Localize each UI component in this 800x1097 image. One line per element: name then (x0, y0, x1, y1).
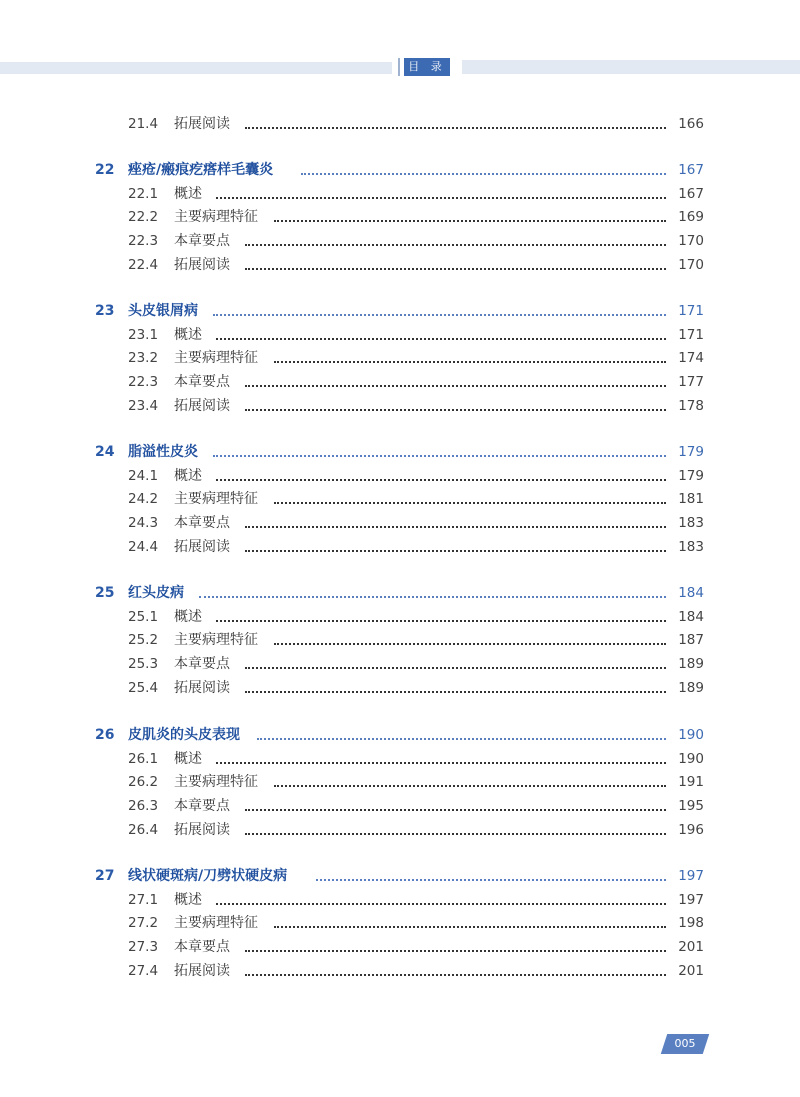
page-number: 005 (674, 1037, 696, 1050)
section-number: 22.2 (128, 209, 159, 225)
page-ref: 181 (678, 491, 704, 507)
leader-dots (216, 197, 666, 199)
leader-dots (216, 479, 666, 481)
page-ref: 190 (678, 751, 704, 767)
page-footer (664, 1034, 706, 1054)
toc-section-entry[interactable] (0, 889, 800, 911)
page-ref: 197 (678, 892, 704, 908)
page-ref: 191 (678, 774, 704, 790)
toc-chapter-entry[interactable] (0, 865, 800, 887)
leader-dots (216, 620, 666, 622)
section-title: 拓展阅读 (174, 680, 230, 696)
leader-dots (245, 667, 666, 669)
toc-section-entry[interactable] (0, 653, 800, 675)
page-ref: 178 (678, 398, 704, 414)
leader-dots (274, 361, 666, 363)
leader-dots (216, 903, 666, 905)
section-number: 22.1 (128, 186, 159, 202)
leader-dots (274, 643, 666, 645)
section-number: 22.3 (128, 374, 159, 390)
page-ref: 184 (678, 585, 704, 601)
section-title: 拓展阅读 (174, 539, 230, 555)
section-number: 23.1 (128, 327, 159, 343)
toc-section-entry[interactable] (0, 371, 800, 393)
page-ref: 179 (678, 468, 704, 484)
page-ref: 190 (678, 727, 704, 743)
toc-section-entry[interactable] (0, 395, 800, 417)
page-ref: 183 (678, 539, 704, 555)
section-title: 拓展阅读 (174, 257, 230, 273)
chapter-title: 头皮银屑病 (128, 303, 198, 319)
section-number: 24.3 (128, 515, 159, 531)
header-separator (398, 58, 400, 76)
section-number: 25.1 (128, 609, 159, 625)
section-title: 本章要点 (174, 374, 230, 390)
toc-chapter-entry[interactable] (0, 582, 800, 604)
section-title: 本章要点 (174, 939, 230, 955)
leader-dots (216, 338, 666, 340)
chapter-title: 线状硬斑病/刀劈状硬皮病 (128, 868, 288, 884)
section-title: 拓展阅读 (174, 963, 230, 979)
section-number: 27.4 (128, 963, 159, 979)
toc-chapter-entry[interactable] (0, 300, 800, 322)
leader-dots (245, 268, 666, 270)
leader-dots (245, 550, 666, 552)
page-ref: 174 (678, 350, 704, 366)
toc-section-entry[interactable] (0, 677, 800, 699)
toc-section-entry[interactable] (0, 465, 800, 487)
leader-dots (257, 738, 666, 740)
chapter-number: 26 (95, 727, 115, 743)
chapter-title: 皮肌炎的头皮表现 (128, 727, 240, 743)
chapter-number: 24 (95, 444, 115, 460)
toc-section-entry[interactable] (0, 536, 800, 558)
toc-section-entry[interactable] (0, 771, 800, 793)
toc-section-entry[interactable] (0, 254, 800, 276)
page-ref: 167 (678, 186, 704, 202)
leader-dots (245, 809, 666, 811)
toc-section-entry[interactable] (0, 347, 800, 369)
leader-dots (316, 879, 666, 881)
section-number: 24.2 (128, 491, 159, 507)
toc-chapter-entry[interactable] (0, 724, 800, 746)
chapter-title: 红头皮病 (128, 585, 184, 601)
page-ref: 187 (678, 632, 704, 648)
section-number: 26.2 (128, 774, 159, 790)
section-title: 主要病理特征 (174, 350, 258, 366)
toc-section-entry[interactable] (0, 113, 800, 135)
page-ref: 166 (678, 116, 704, 132)
toc-section-entry[interactable] (0, 488, 800, 510)
page-ref: 171 (678, 303, 704, 319)
leader-dots (213, 314, 666, 316)
chapter-number: 25 (95, 585, 115, 601)
section-title: 本章要点 (174, 656, 230, 672)
toc-section-entry[interactable] (0, 960, 800, 982)
leader-dots (245, 244, 666, 246)
leader-dots (301, 173, 666, 175)
chapter-title: 脂溢性皮炎 (128, 444, 198, 460)
toc-chapter-entry[interactable] (0, 441, 800, 463)
section-title: 主要病理特征 (174, 491, 258, 507)
section-title: 本章要点 (174, 233, 230, 249)
leader-dots (216, 762, 666, 764)
page-ref: 177 (678, 374, 704, 390)
section-number: 27.2 (128, 915, 159, 931)
page-ref: 196 (678, 822, 704, 838)
page-ref: 170 (678, 257, 704, 273)
section-number: 27.1 (128, 892, 159, 908)
toc-section-entry[interactable] (0, 912, 800, 934)
section-number: 26.4 (128, 822, 159, 838)
section-title: 主要病理特征 (174, 915, 258, 931)
section-title: 本章要点 (174, 798, 230, 814)
leader-dots (245, 833, 666, 835)
section-title: 拓展阅读 (174, 398, 230, 414)
page-ref: 189 (678, 656, 704, 672)
page-ref: 183 (678, 515, 704, 531)
section-number: 22.3 (128, 233, 159, 249)
section-number: 27.3 (128, 939, 159, 955)
toc-section-entry[interactable] (0, 819, 800, 841)
header-label: 目 录 (404, 58, 450, 76)
page-ref: 171 (678, 327, 704, 343)
page-ref: 179 (678, 444, 704, 460)
chapter-number: 23 (95, 303, 115, 319)
leader-dots (274, 502, 666, 504)
page-ref: 189 (678, 680, 704, 696)
section-title: 概述 (174, 186, 202, 202)
page-ref: 201 (678, 963, 704, 979)
leader-dots (274, 785, 666, 787)
leader-dots (245, 385, 666, 387)
section-number: 21.4 (128, 116, 159, 132)
page-ref: 197 (678, 868, 704, 884)
section-title: 概述 (174, 468, 202, 484)
toc-section-entry[interactable] (0, 183, 800, 205)
toc-section-entry[interactable] (0, 936, 800, 958)
page-header (0, 0, 800, 90)
section-title: 概述 (174, 892, 202, 908)
page-ref: 201 (678, 939, 704, 955)
section-number: 26.1 (128, 751, 159, 767)
section-number: 25.3 (128, 656, 159, 672)
section-number: 24.1 (128, 468, 159, 484)
toc-chapter-entry[interactable] (0, 159, 800, 181)
toc-section-entry[interactable] (0, 748, 800, 770)
toc-section-entry[interactable] (0, 629, 800, 651)
section-title: 主要病理特征 (174, 774, 258, 790)
section-title: 概述 (174, 751, 202, 767)
leader-dots (245, 691, 666, 693)
leader-dots (245, 974, 666, 976)
leader-dots (274, 926, 666, 928)
section-title: 主要病理特征 (174, 632, 258, 648)
section-number: 26.3 (128, 798, 159, 814)
section-number: 23.2 (128, 350, 159, 366)
leader-dots (199, 596, 666, 598)
page-ref: 195 (678, 798, 704, 814)
section-number: 23.4 (128, 398, 159, 414)
leader-dots (274, 220, 666, 222)
chapter-number: 27 (95, 868, 115, 884)
toc-section-entry[interactable] (0, 606, 800, 628)
toc-section-entry[interactable] (0, 206, 800, 228)
leader-dots (245, 127, 666, 129)
section-title: 主要病理特征 (174, 209, 258, 225)
section-number: 22.4 (128, 257, 159, 273)
leader-dots (245, 950, 666, 952)
chapter-number: 22 (95, 162, 115, 178)
header-band-left (0, 62, 392, 74)
leader-dots (213, 455, 666, 457)
page-ref: 170 (678, 233, 704, 249)
toc-section-entry[interactable] (0, 324, 800, 346)
toc-section-entry[interactable] (0, 512, 800, 534)
chapter-title: 痤疮/瘢痕疙瘩样毛囊炎 (128, 162, 274, 178)
header-band-right (462, 60, 800, 74)
section-number: 25.2 (128, 632, 159, 648)
section-number: 24.4 (128, 539, 159, 555)
toc-section-entry[interactable] (0, 795, 800, 817)
section-title: 本章要点 (174, 515, 230, 531)
toc-section-entry[interactable] (0, 230, 800, 252)
section-title: 拓展阅读 (174, 116, 230, 132)
leader-dots (245, 409, 666, 411)
page-ref: 198 (678, 915, 704, 931)
page-ref: 167 (678, 162, 704, 178)
section-title: 概述 (174, 327, 202, 343)
leader-dots (245, 526, 666, 528)
section-title: 拓展阅读 (174, 822, 230, 838)
page-ref: 184 (678, 609, 704, 625)
page-ref: 169 (678, 209, 704, 225)
section-title: 概述 (174, 609, 202, 625)
section-number: 25.4 (128, 680, 159, 696)
